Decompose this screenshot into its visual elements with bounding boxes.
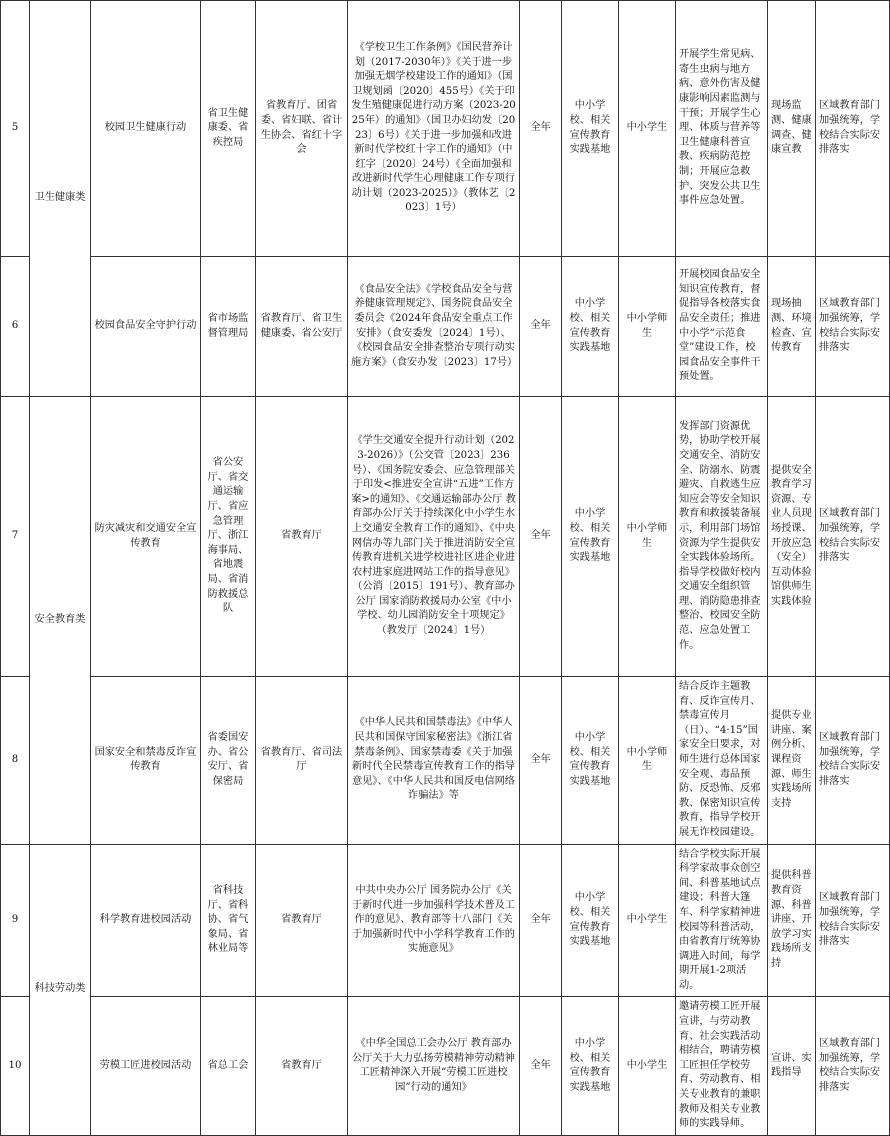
time-cell: 全年 xyxy=(520,677,562,845)
activity-name: 校园卫生健康行动 xyxy=(91,1,201,257)
form-cell: 现场抽测、环境检查、宣传教育 xyxy=(768,257,816,397)
activity-name: 科学教育进校园活动 xyxy=(91,844,201,997)
content-cell: 开展学生常见病、寄生虫病与地方病、意外伤害及健康影响因素监测与干预；开展学生心理、体质与营养等卫生健康科普宣教、疾病防范控制；开展应急救护、突发公共卫生事件应急处置。 xyxy=(676,1,768,257)
requirement-cell: 区域教育部门加强统筹，学校结合实际安排落实 xyxy=(816,677,890,845)
requirement-cell: 区域教育部门加强统筹，学校结合实际安排落实 xyxy=(816,397,890,677)
lead-unit: 省科技厅、省科协、省气象局、省林业局等 xyxy=(201,844,256,997)
category-cell: 科技劳动类 xyxy=(30,844,91,1135)
row-number: 6 xyxy=(1,257,30,397)
audience-cell: 中小学师生 xyxy=(619,397,676,677)
policy-basis: 《中华全国总工会办公厅 教育部办公厅关于大力弘扬劳模精神劳动精神工匠精神深入开展“劳模工匠进校园”行动的通知》 xyxy=(348,997,520,1135)
form-cell: 现场监测、健康调查、健康宣教 xyxy=(768,1,816,257)
venue-cell: 中小学校、相关宣传教育实践基地 xyxy=(562,844,619,997)
policy-basis: 《食品安全法》《学校食品安全与营养健康管理规定》、国务院食品安全委员会《2024年食品安全重点工作安排》（食安委发〔2024〕1号）、《校园食品安全排查整治专项行动实施方案》（食安办发〔2023〕17号） xyxy=(348,257,520,397)
policy-basis: 《学生交通安全提升行动计划（2023-2026）》（公交管〔2023〕236号）、《国务院安委会、应急管理部关于印发<推进安全宣讲“五进”工作方案>的通知》、《交通运输部办公厅 教育部办公厅关于持续深化中小学生水上交通安全教育工作的通知》、《中央网信办等九部门关于推进消防安全宣传教育进机关进学校进社区进企业进农村进家庭进网站工作的指导意见》（公消〔2015〕191号）、教育部办公厅 国家消防救援局办公室《中小学校、幼儿园消防安全十项规定》（教发厅〔2024〕1号） xyxy=(348,397,520,677)
table-row xyxy=(1,677,890,845)
partner-units: 省教育厅 xyxy=(256,844,348,997)
venue-cell: 中小学校、相关宣传教育实践基地 xyxy=(562,1,619,257)
requirement-cell: 区域教育部门加强统筹，学校结合实际安排落实 xyxy=(816,997,890,1135)
content-cell: 结合学校实际开展科学家故事众创空间、科普基地试点建设；科普大篷车、科学家精神进校园等科普活动，由省教育厅统筹协调进入时间，每学期开展1-2项活动。 xyxy=(676,844,768,997)
form-cell: 宣讲、实践指导 xyxy=(768,997,816,1135)
lead-unit: 省委国安办、省公安厅、省保密局 xyxy=(201,677,256,845)
time-cell: 全年 xyxy=(520,1,562,257)
activity-name: 国家安全和禁毒反诈宣传教育 xyxy=(91,677,201,845)
venue-cell: 中小学校、相关宣传教育实践基地 xyxy=(562,677,619,845)
table-row xyxy=(1,257,890,397)
category-cell: 卫生健康类 xyxy=(30,1,91,397)
partner-units: 省教育厅、团省委、省妇联、省计生协会、省红十字会 xyxy=(256,1,348,257)
partner-units: 省教育厅 xyxy=(256,997,348,1135)
table-row xyxy=(1,844,890,997)
lead-unit: 省卫生健康委、省疾控局 xyxy=(201,1,256,257)
activity-name: 防灾减灾和交通安全宣传教育 xyxy=(91,397,201,677)
form-cell: 提供专业讲座、案例分析、课程资源、师生实践场所支持 xyxy=(768,677,816,845)
form-cell: 提供安全教育学习资源、专业人员现场授课、开放应急（安全）互动体验馆供师生实践体验 xyxy=(768,397,816,677)
venue-cell: 中小学校、相关宣传教育实践基地 xyxy=(562,257,619,397)
time-cell: 全年 xyxy=(520,257,562,397)
venue-cell: 中小学校、相关宣传教育实践基地 xyxy=(562,397,619,677)
audience-cell: 中小学生 xyxy=(619,997,676,1135)
form-cell: 提供科普教育资源、科普讲座、开放学习实践场所支持 xyxy=(768,844,816,997)
content-cell: 开展校园食品安全知识宣传教育，督促指导各校落实食品安全责任；推进中小学“示范食堂”建设工作，校园食品安全事件干预处置。 xyxy=(676,257,768,397)
requirement-cell: 区域教育部门加强统筹，学校结合实际安排落实 xyxy=(816,257,890,397)
requirement-cell: 区域教育部门加强统筹，学校结合实际安排落实 xyxy=(816,844,890,997)
category-cell: 安全教育类 xyxy=(30,397,91,845)
row-number: 9 xyxy=(1,844,30,997)
row-number: 5 xyxy=(1,1,30,257)
row-number: 10 xyxy=(1,997,30,1135)
table-row xyxy=(1,397,890,677)
partner-units: 省教育厅 xyxy=(256,397,348,677)
venue-cell: 中小学校、相关宣传教育实践基地 xyxy=(562,997,619,1135)
requirement-cell: 区域教育部门加强统筹，学校结合实际安排落实 xyxy=(816,1,890,257)
audience-cell: 中小学师生 xyxy=(619,257,676,397)
policy-basis: 《学校卫生工作条例》《国民营养计划（2017-2030年）》《关于进一步加强无烟学校建设工作的通知》（国卫规划函〔2020〕455号）《关于印发生殖健康促进行动方案（2023-2025年）的通知》（国卫办妇幼发〔2023〕6号）《关于进一步加强和改进新时代学校红十字工作的通知》（中红字〔2020〕24号）《全面加强和改进新时代学生心理健康工作专项行动计划（2023-2025）》（教体艺〔2023〕1号） xyxy=(348,1,520,257)
content-cell: 邀请劳模工匠开展宣讲，与劳动教育、社会实践活动相结合，聘请劳模工匠担任学校劳育、劳动教育、相关专业教育的兼职教师及相关专业教师的实践导师。 xyxy=(676,997,768,1135)
policy-basis: 《中华人民共和国禁毒法》《中华人民共和国保守国家秘密法》《浙江省禁毒条例》、国家禁毒委《关于加强新时代全民禁毒宣传教育工作的指导意见》、《中华人民共和国反电信网络诈骗法》等 xyxy=(348,677,520,845)
table-row xyxy=(1,1,890,257)
content-cell: 发挥部门资源优势，协助学校开展交通安全、消防安全、防溺水、防震避灾、自救逃生应知应会等安全知识教育和救援装备展示，利用部门场馆资源为学生提供安全实践体验场所。指导学校做好校内交通安全组织管理、消防隐患排查整治、校园安全防范、应急处置工作。 xyxy=(676,397,768,677)
activity-name: 劳模工匠进校园活动 xyxy=(91,997,201,1135)
lead-unit: 省总工会 xyxy=(201,997,256,1135)
time-cell: 全年 xyxy=(520,997,562,1135)
partner-units: 省教育厅、省卫生健康委、省公安厅 xyxy=(256,257,348,397)
lead-unit: 省公安厅、省交通运输厅、省应急管理厅、浙江海事局、省地震局、省消防救援总队 xyxy=(201,397,256,677)
policy-basis: 中共中央办公厅 国务院办公厅《关于新时代进一步加强科学技术普及工作的意见》、教育部等十八部门《关于加强新时代中小学科学教育工作的实施意见》 xyxy=(348,844,520,997)
lead-unit: 省市场监督管理局 xyxy=(201,257,256,397)
row-number: 8 xyxy=(1,677,30,845)
audience-cell: 中小学师生 xyxy=(619,677,676,845)
activity-name: 校园食品安全守护行动 xyxy=(91,257,201,397)
audience-cell: 中小学生 xyxy=(619,1,676,257)
content-cell: 结合反诈主题教育、反诈宣传月、禁毒宣传月（日）、“4·15”国家安全日要求，对师生进行总体国家安全观、毒品预防、反恐怖、反邪教、保密知识宣传教育，指导学校开展无诈校园建设。 xyxy=(676,677,768,845)
audience-cell: 中小学生 xyxy=(619,844,676,997)
partner-units: 省教育厅、省司法厅 xyxy=(256,677,348,845)
time-cell: 全年 xyxy=(520,844,562,997)
table-row xyxy=(1,997,890,1135)
row-number: 7 xyxy=(1,397,30,677)
time-cell: 全年 xyxy=(520,397,562,677)
